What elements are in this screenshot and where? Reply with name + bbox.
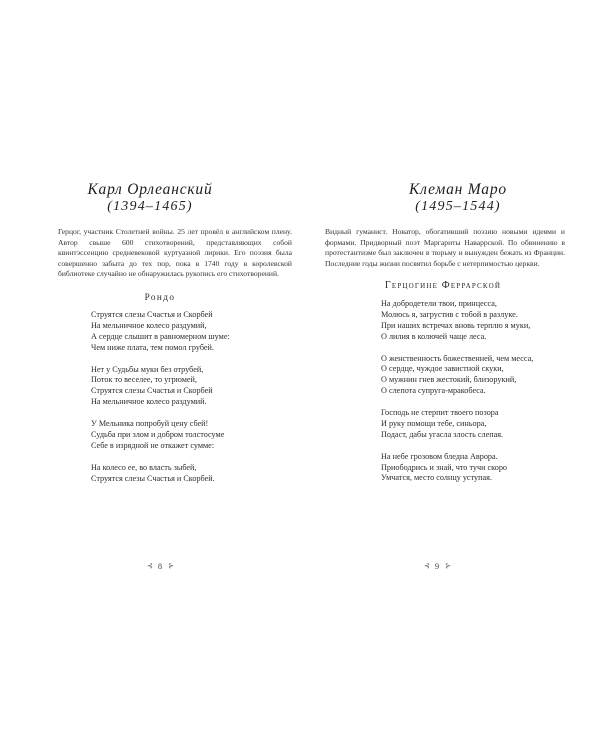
right-page bbox=[300, 0, 600, 750]
poem-line: О женственность божественней, чем месса, bbox=[381, 353, 534, 363]
author-name: Клеман Маро bbox=[409, 181, 507, 198]
poem-line: А сердце слышит в равномерном шуме: bbox=[91, 331, 230, 341]
poem-line: На добродетели твои, принцесса, bbox=[381, 299, 497, 308]
page-number-value: 9 bbox=[434, 561, 440, 571]
author-dates: (1495–1544) bbox=[415, 199, 501, 214]
stanza bbox=[91, 463, 230, 485]
folio-ornament-left-icon: ⊰ bbox=[147, 562, 152, 570]
author-bio: Видный гуманист. Новатор, обогативший поэзию новыми идеями и формами. Придворный поэт Маргариты Наваррской. По обвинению в протестантизме был заключен в тюрьму и вынужден бежать из Франции. Последние годы жизни посвятил борьбе с нетерпимостью церкви. bbox=[325, 227, 565, 268]
poem-line: Себе в изрядной не откажет сумме: bbox=[91, 440, 215, 450]
poem-line: О мужнин гнев жестокий, близорукий, bbox=[381, 375, 517, 385]
poem-line: О сердце, чуждое завистной скуки, bbox=[381, 364, 504, 374]
poem-line: О слепота супруга-мракобеса. bbox=[381, 386, 486, 396]
stanza bbox=[381, 299, 533, 343]
poem-line: О лилия в колючей чаще леса. bbox=[381, 331, 487, 341]
poem-line: Господь не стерпит твоего позора bbox=[381, 408, 499, 418]
poem-body bbox=[381, 299, 533, 484]
poem-line: На колесо ее, во власть зыбей, bbox=[91, 462, 197, 472]
author-dates: (1394–1465) bbox=[107, 199, 193, 214]
stanza bbox=[381, 354, 533, 398]
folio-ornament-right-icon: ⊱ bbox=[445, 562, 450, 570]
poem-line: На мельничное колесо раздумий, bbox=[91, 320, 207, 330]
page-number bbox=[10, 561, 310, 571]
page-number-value: 8 bbox=[157, 561, 163, 571]
poem-line: И руку помощи тебе, синьора, bbox=[381, 418, 487, 428]
poem-line: У Мельника попробуй цену сбей! bbox=[91, 419, 209, 429]
poem-line: Чем ниже плата, тем помол грубей. bbox=[91, 342, 214, 352]
author-bio: Герцог, участник Столетней войны. 25 лет провёл в английском плену. Автор свыше 600 стихотворений, представляющих собой квинтэссенцию средневековой куртуазной лирики. Его поэзия была совершенно забыта до тех пор, пока в 1740 году в королевской библиотеке случайно не обнаружилась рукопись его стихотворений. bbox=[58, 227, 292, 279]
stanza bbox=[91, 419, 230, 452]
stanza bbox=[91, 310, 230, 354]
poem-line: Судьба при злом и добром толстосуме bbox=[91, 429, 225, 439]
poem-line: Поток то веселее, то угрюмей, bbox=[91, 375, 197, 385]
poem-line: При наших встречах вновь терплю я муки, bbox=[381, 320, 531, 330]
poem-line: Струятся слезы Счастья и Скорбей bbox=[91, 386, 213, 396]
poem-title: Герцогине Феррарской bbox=[384, 280, 502, 291]
poem-body bbox=[91, 310, 230, 484]
poem-title: Рондо bbox=[144, 292, 176, 302]
folio-ornament-right-icon: ⊱ bbox=[168, 562, 173, 570]
poem-line: На мельничное колесо раздумий. bbox=[91, 397, 207, 407]
stanza bbox=[381, 452, 533, 485]
stanza bbox=[381, 408, 533, 441]
poem-line: Струятся слезы Счастья и Скорбей. bbox=[91, 473, 215, 483]
author-name: Карл Орлеанский bbox=[87, 181, 213, 198]
page-number bbox=[287, 561, 587, 571]
poem-line: Струятся слезы Счастья и Скорбей bbox=[91, 310, 213, 319]
poem-line: Нет у Судьбы муки без отрубей, bbox=[91, 364, 204, 374]
poem-line: На небе грозовом бледна Аврора. bbox=[381, 451, 498, 461]
folio-ornament-left-icon: ⊰ bbox=[424, 562, 429, 570]
poem-line: Подаст, дабы угасла злость слепая. bbox=[381, 429, 504, 439]
stanza bbox=[91, 365, 230, 409]
poem-line: Молюсь я, загрустив с тобой в разлуке. bbox=[381, 309, 518, 319]
poem-line: Умчатся, место солнцу уступая. bbox=[381, 473, 492, 483]
poem-line: Приободрись и знай, что тучи скоро bbox=[381, 462, 508, 472]
